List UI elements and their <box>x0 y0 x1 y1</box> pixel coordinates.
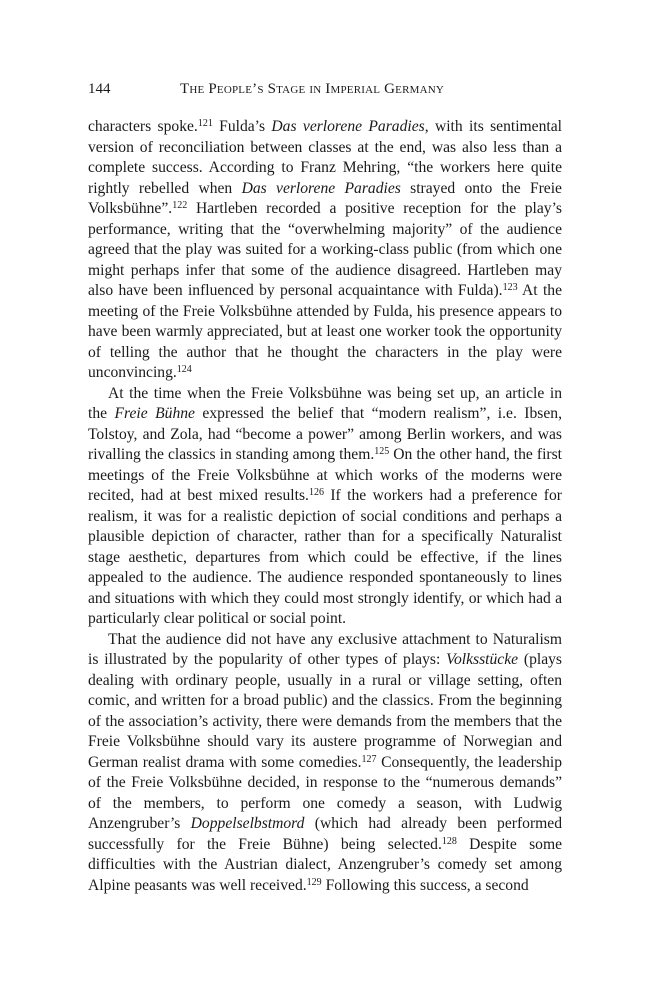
footnote-marker: 127 <box>361 753 377 765</box>
text-run: At the meeting of the Freie Volksbühne attended by Fulda, his presence appears to have been warmly appreciated, but at least one worker took the opportunity of telling the author that he thought the characters in the play were unconvincing. <box>88 282 562 381</box>
text-run: Fulda’s <box>212 118 272 135</box>
page-number: 144 <box>88 81 111 97</box>
text-run: Consequently, the leadership of the Freie Volksbühne decided, in response to the “numerous demands” of the members, to perform one comedy a season, with Ludwig Anzengruber’s <box>88 753 562 832</box>
paragraph <box>88 630 562 897</box>
footnote-marker: 126 <box>308 487 324 498</box>
text-run: That the audience did not have any exclusive attachment to Naturalism is illustrated by the popularity of other types of plays: <box>88 630 562 668</box>
italic-title: Doppelselbstmord <box>190 815 305 832</box>
text-run: Despite some difficulties with the Austrian dialect, Anzengruber’s comedy set among Alpine peasants was well received. <box>88 835 562 894</box>
text-run: (which had already been performed successfully for the Freie Bühne) being selected. <box>88 815 562 853</box>
italic-title: Das verlorene Paradies <box>241 179 401 197</box>
footnote-marker: 122 <box>172 200 188 211</box>
text-run: At the time when the Freie Volksbühne was being set up, an article in the <box>88 384 562 422</box>
footnote-marker: 124 <box>176 364 192 375</box>
italic-title: Volksstücke <box>446 651 519 668</box>
text-run: characters spoke. <box>88 118 198 135</box>
paragraph <box>88 384 562 630</box>
text-run: If the workers had a preference for realism, it was for a realistic depiction of social conditions and perhaps a plausible depiction of character, rather than for a specifically Naturalist stage aesthetic, departures from which could be effective, if the lines appealed to the audience. The audience responded spontaneously to lines and situations with which they could most strongly identify, or which had a particularly clear political or social point. <box>88 487 562 627</box>
body-text <box>88 117 562 896</box>
text-run: expressed the belief that “modern realism”, i.e. Ibsen, Tolstoy, and Zola, had “become a power” among Berlin workers, and was rivalling the classics in standing among them. <box>88 405 562 463</box>
italic-title: Freie Bühne <box>114 405 195 422</box>
text-run: (plays dealing with ordinary people, usually in a rural or village setting, often comic, and written for a broad public) and the classics. From the beginning of the association’s activity, there were demands from the members that the Freie Volksbühne should vary its austere programme of Norwegian and German realist drama with some comedies. <box>88 651 563 771</box>
footnote-marker: 128 <box>441 835 457 847</box>
text-run: Following this success, a second <box>321 876 529 894</box>
running-title: The People’s Stage in Imperial Germany <box>180 81 445 97</box>
footnote-marker: 121 <box>197 118 213 129</box>
text-run: On the other hand, the first meetings of the Freie Volksbühne at which works of the moderns were recited, had at best mixed results. <box>88 446 563 504</box>
footnote-marker: 123 <box>502 282 518 293</box>
text-run: , with its sentimental version of reconciliation between classes at the end, was also less than a complete success. According to Franz Mehring, “the workers here quite rightly rebelled when <box>88 118 562 197</box>
text-run: Hartleben recorded a positive reception for the play’s performance, writing that the “overwhelming majority” of the audience agreed that the play was suited for a working-class public (from which one might perhaps infer that some of the audience disagreed. Hartleben may also have been influenced by personal acquaintance with Fulda). <box>88 200 562 299</box>
footnote-marker: 129 <box>306 876 322 888</box>
text-run: strayed onto the Freie Volksbühne”. <box>88 179 562 217</box>
footnote-marker: 125 <box>374 446 390 457</box>
italic-title: Das verlorene Paradies <box>271 118 425 135</box>
paragraph <box>88 117 562 384</box>
